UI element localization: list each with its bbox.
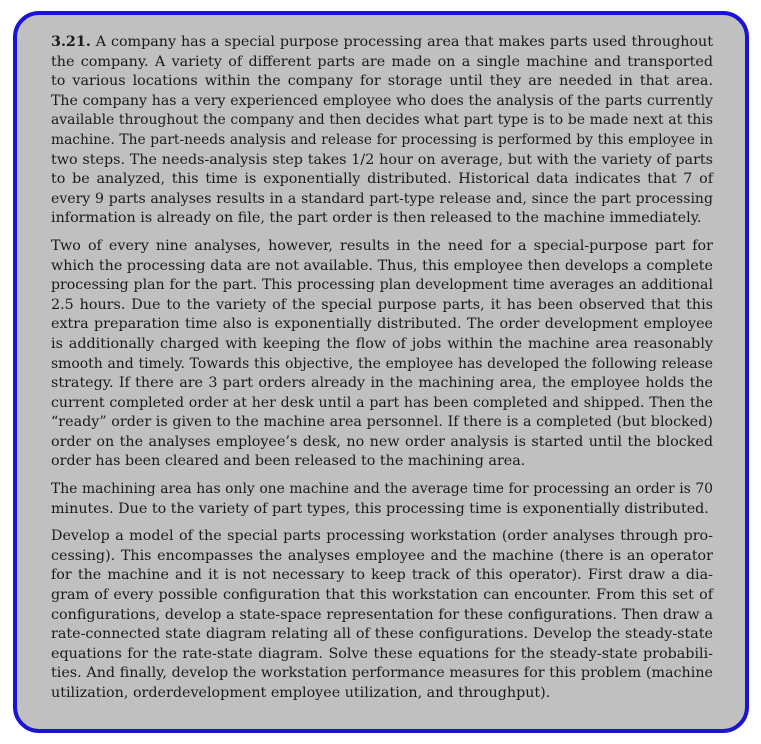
text-line: 3.21. A company has a special purpose processing area that makes parts used throughout [51,34,713,50]
text-line: rate-connected state diagram relating all of these configurations. Develop the steady-state [51,626,713,643]
problem-number: 3.21. [51,34,91,50]
text-line: is additionally charged with keeping the flow of jobs within the machine area reasonably [51,335,713,352]
text-line: strategy. If there are 3 part orders already in the machining area, the employee holds the [51,375,713,392]
problem-box [13,11,749,733]
text-line: to be analyzed, this time is exponentially distributed. Historical data indicates that 7 of [51,171,713,188]
paragraph-2 [51,237,713,472]
text-line: gram of every possible configuration that this workstation can encounter. From this set of [51,587,713,604]
text-line: machine. The part-needs analysis and release for processing is performed by this employee in [51,131,713,148]
text-line: the company. A variety of different parts are made on a single machine and transported [51,53,713,70]
text-line: configurations, develop a state-space representation for these configurations. Then draw a [51,606,713,623]
text-line: smooth and timely. Towards this objective, the employee has developed the following release [51,355,713,372]
paragraph-1 [51,33,713,229]
text-line: current completed order at her desk until a part has been completed and shipped. Then the [51,394,713,411]
text-line: which the processing data are not available. Thus, this employee then develops a complete [51,257,713,274]
text-line: available throughout the company and then decides what part type is to be made next at this [51,112,713,129]
paragraph-4 [51,527,713,703]
text-line: 2.5 hours. Due to the variety of the special purpose parts, it has been observed that this [51,296,713,313]
text-line: utilization, orderdevelopment employee utilization, and throughput). [51,685,551,701]
text-line: “ready” order is given to the machine area personnel. If there is a completed (but blocked) [51,414,713,431]
text-line: minutes. Due to the variety of part types, this processing time is exponentially distributed. [51,500,709,517]
text-line: information is already on file, the part order is then released to the machine immediately. [51,210,702,227]
text-line: to various locations within the company for storage until they are needed in that area. [51,73,713,90]
text-line: Two of every nine analyses, however, results in the need for a special-purpose part for [51,237,713,254]
text-line: cessing). This encompasses the analyses employee and the machine (there is an operator [51,547,713,564]
text-line: two steps. The needs-analysis step takes 1/2 hour on average, but with the variety of parts [51,151,713,168]
text-line: for the machine and it is not necessary to keep track of this operator). First draw a dia- [51,567,713,584]
text-line: The company has a very experienced employee who does the analysis of the parts currently [51,92,713,109]
text-line: equations for the rate-state diagram. Solve these equations for the steady-state probabili- [51,645,713,662]
text-line: ties. And finally, develop the workstation performance measures for this problem (machine [51,665,713,682]
text-line: order has been cleared and been released to the machining area. [51,453,526,470]
text-line: extra preparation time also is exponentially distributed. The order development employee [51,316,713,333]
text-line: every 9 parts analyses results in a standard part-type release and, since the part processing [51,190,713,207]
text-line: Develop a model of the special parts processing workstation (order analyses through pro- [51,528,713,545]
text-line: The machining area has only one machine and the average time for processing an order is 70 [51,481,713,498]
text-line: processing plan for the part. This processing plan development time averages an additional [51,277,713,294]
text-line: order on the analyses employee’s desk, no new order analysis is started until the blocked [51,433,713,450]
paragraph-3 [51,480,713,519]
